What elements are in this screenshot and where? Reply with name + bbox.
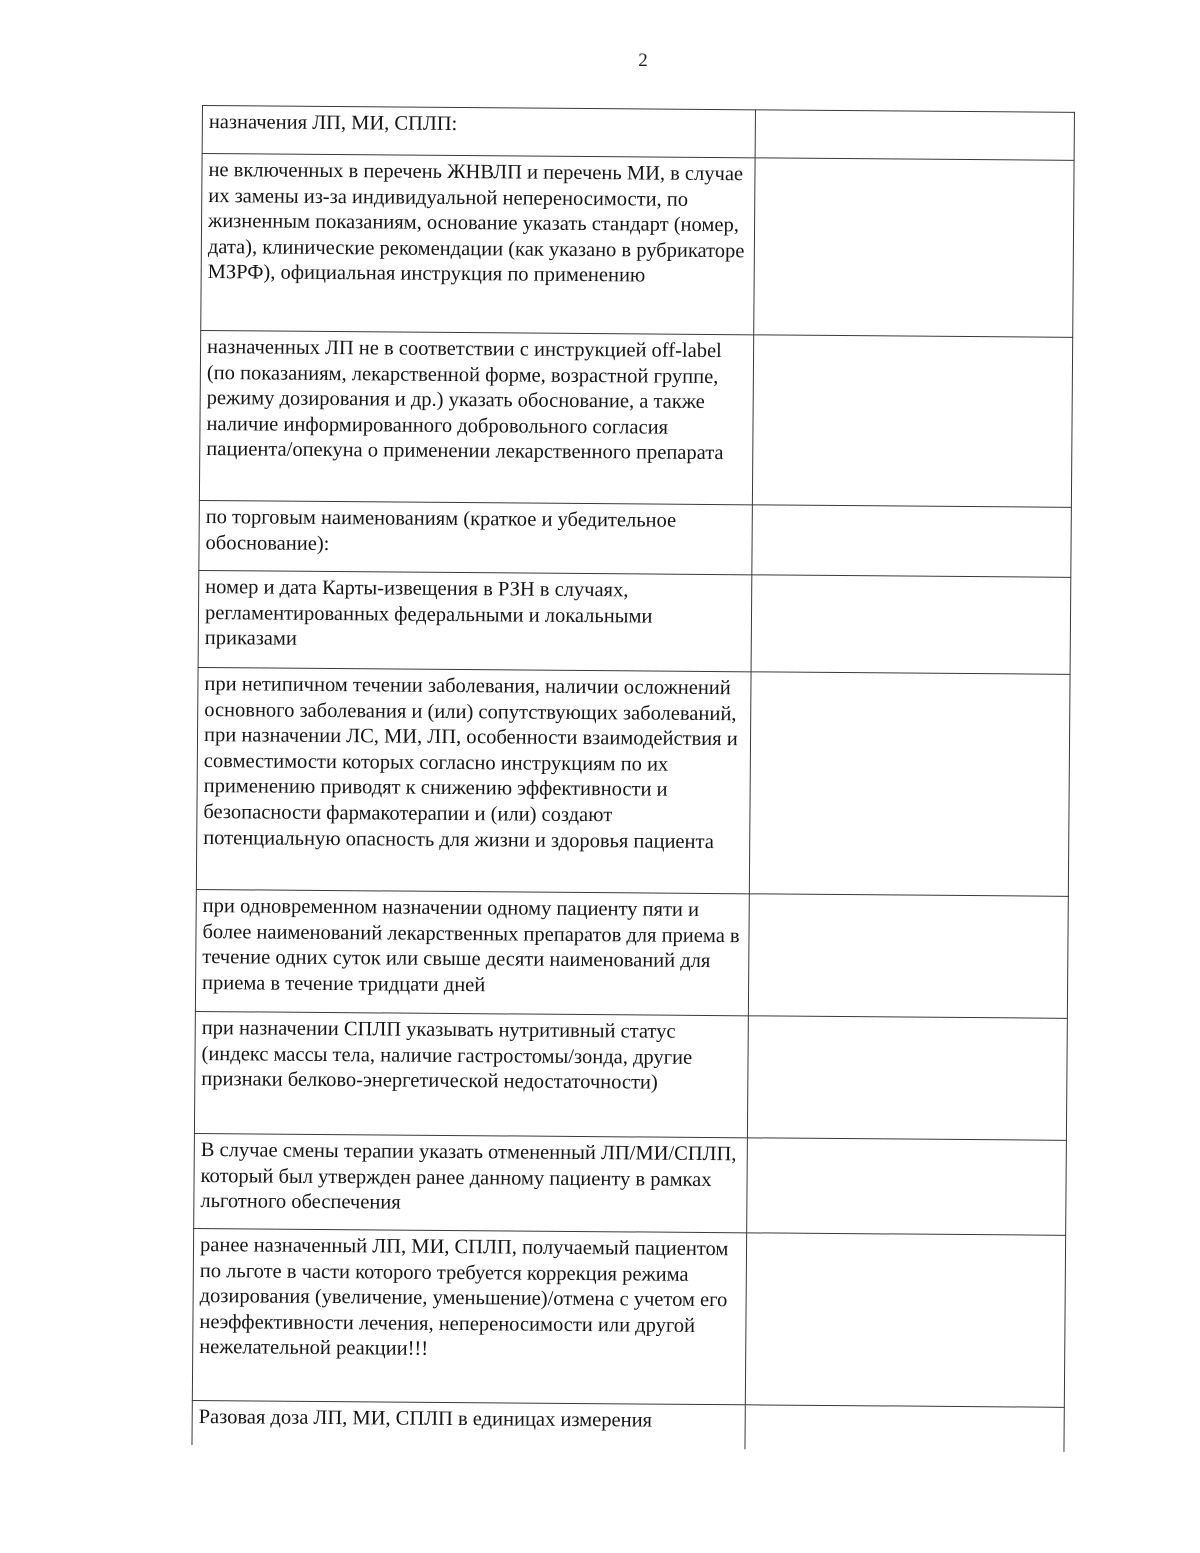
requirement-cell (195, 889, 749, 1015)
table-row (196, 667, 1070, 896)
requirement-text: Разовая доза ЛП, МИ, СПЛП в единицах измерения (198, 1406, 653, 1432)
requirement-text: при нетипичном течении заболевания, наличии осложнений основного заболевания и (или) сопутствующих заболеваний, при назначении ЛС, МИ, ЛП, особенности взаимодействия и совместимости которых согласно инструкциям по их применению приводят к снижению эффективности и безопасности фармакотерапии и (или) создают потенциальную опасность для жизни и здоровья пациента (203, 673, 738, 853)
requirement-text: В случае смены терапии указать отмененный ЛП/МИ/СПЛП, который был утвержден ранее данному пациенту в рамках льготного обеспечения (200, 1139, 737, 1214)
requirement-cell (199, 500, 753, 574)
form-table (191, 105, 1074, 1451)
requirement-cell (192, 1228, 746, 1404)
value-cell[interactable] (752, 505, 1072, 578)
page-number: 2 (638, 50, 648, 71)
requirement-text: назначенных ЛП не в соответствии с инструкцией off-label (по показаниям, лекарственной форме, возрастной группе, режиму дозирования и др.) указать обоснование, а также наличие информированного добровольного согласия пациента/опекуна о применении лекарственного препарата (206, 336, 724, 465)
requirement-text: номер и дата Карты-извещения в РЗН в случаях, регламентированных федеральными и локальными приказами (204, 576, 653, 650)
requirement-text: при одновременном назначении одному пациенту пяти и более наименований лекарственных препаратов для приема в течение одних суток или свыше десяти наименований для приема в течение тридцати дней (202, 895, 740, 997)
value-cell[interactable] (745, 1233, 1065, 1408)
table-row (192, 1228, 1065, 1407)
requirement-cell (192, 1400, 745, 1448)
value-cell[interactable] (755, 110, 1074, 161)
table-row (199, 330, 1072, 507)
requirement-cell (198, 570, 752, 671)
requirement-text: не включенных в перечень ЖНВЛП и перечень МИ, в случае их замены из-за индивидуальной непереносимости, по жизненным показаниям, основание указать стандарт (номер, дата), клинические рекомендации (как указано в рубрикаторе МЗРФ), официальная инструкция по применению (207, 159, 745, 287)
table-row (202, 106, 1074, 161)
requirement-cell (199, 330, 753, 504)
requirement-cell (196, 667, 751, 893)
value-cell[interactable] (745, 1405, 1064, 1452)
requirement-cell (201, 154, 755, 335)
table-row (194, 1133, 1067, 1235)
value-cell[interactable] (748, 894, 1068, 1019)
value-cell[interactable] (747, 1016, 1067, 1141)
value-cell[interactable] (749, 672, 1070, 896)
value-cell[interactable] (747, 1138, 1067, 1236)
table-row (201, 154, 1074, 338)
requirement-text: ранее назначенный ЛП, МИ, СПЛП, получаемый пациентом по льготе в части которого требуется коррекция режима дозирования (увеличение, уменьшение)/отмена с учетом его неэффективности лечения, непереносимости или другой нежелательной реакции!!! (199, 1234, 729, 1361)
table-row (192, 1400, 1064, 1451)
requirement-cell (194, 1133, 748, 1232)
requirement-text: по торговым наименованиям (краткое и убедительное обоснование): (205, 506, 677, 555)
requirement-cell (202, 106, 755, 158)
value-cell[interactable] (751, 575, 1071, 675)
requirement-text: назначения ЛП, МИ, СПЛП: (208, 111, 458, 136)
value-cell[interactable] (752, 335, 1072, 508)
value-cell[interactable] (754, 158, 1074, 337)
table-row (195, 889, 1068, 1018)
table-row (198, 570, 1071, 674)
requirement-text: при назначении СПЛП указывать нутритивный статус (индекс массы тела, наличие гастростомы/зонда, другие признаки белково-энергетической недостаточности) (201, 1017, 693, 1094)
table-row (199, 500, 1072, 577)
requirement-cell (194, 1011, 748, 1137)
table-row (194, 1011, 1067, 1140)
